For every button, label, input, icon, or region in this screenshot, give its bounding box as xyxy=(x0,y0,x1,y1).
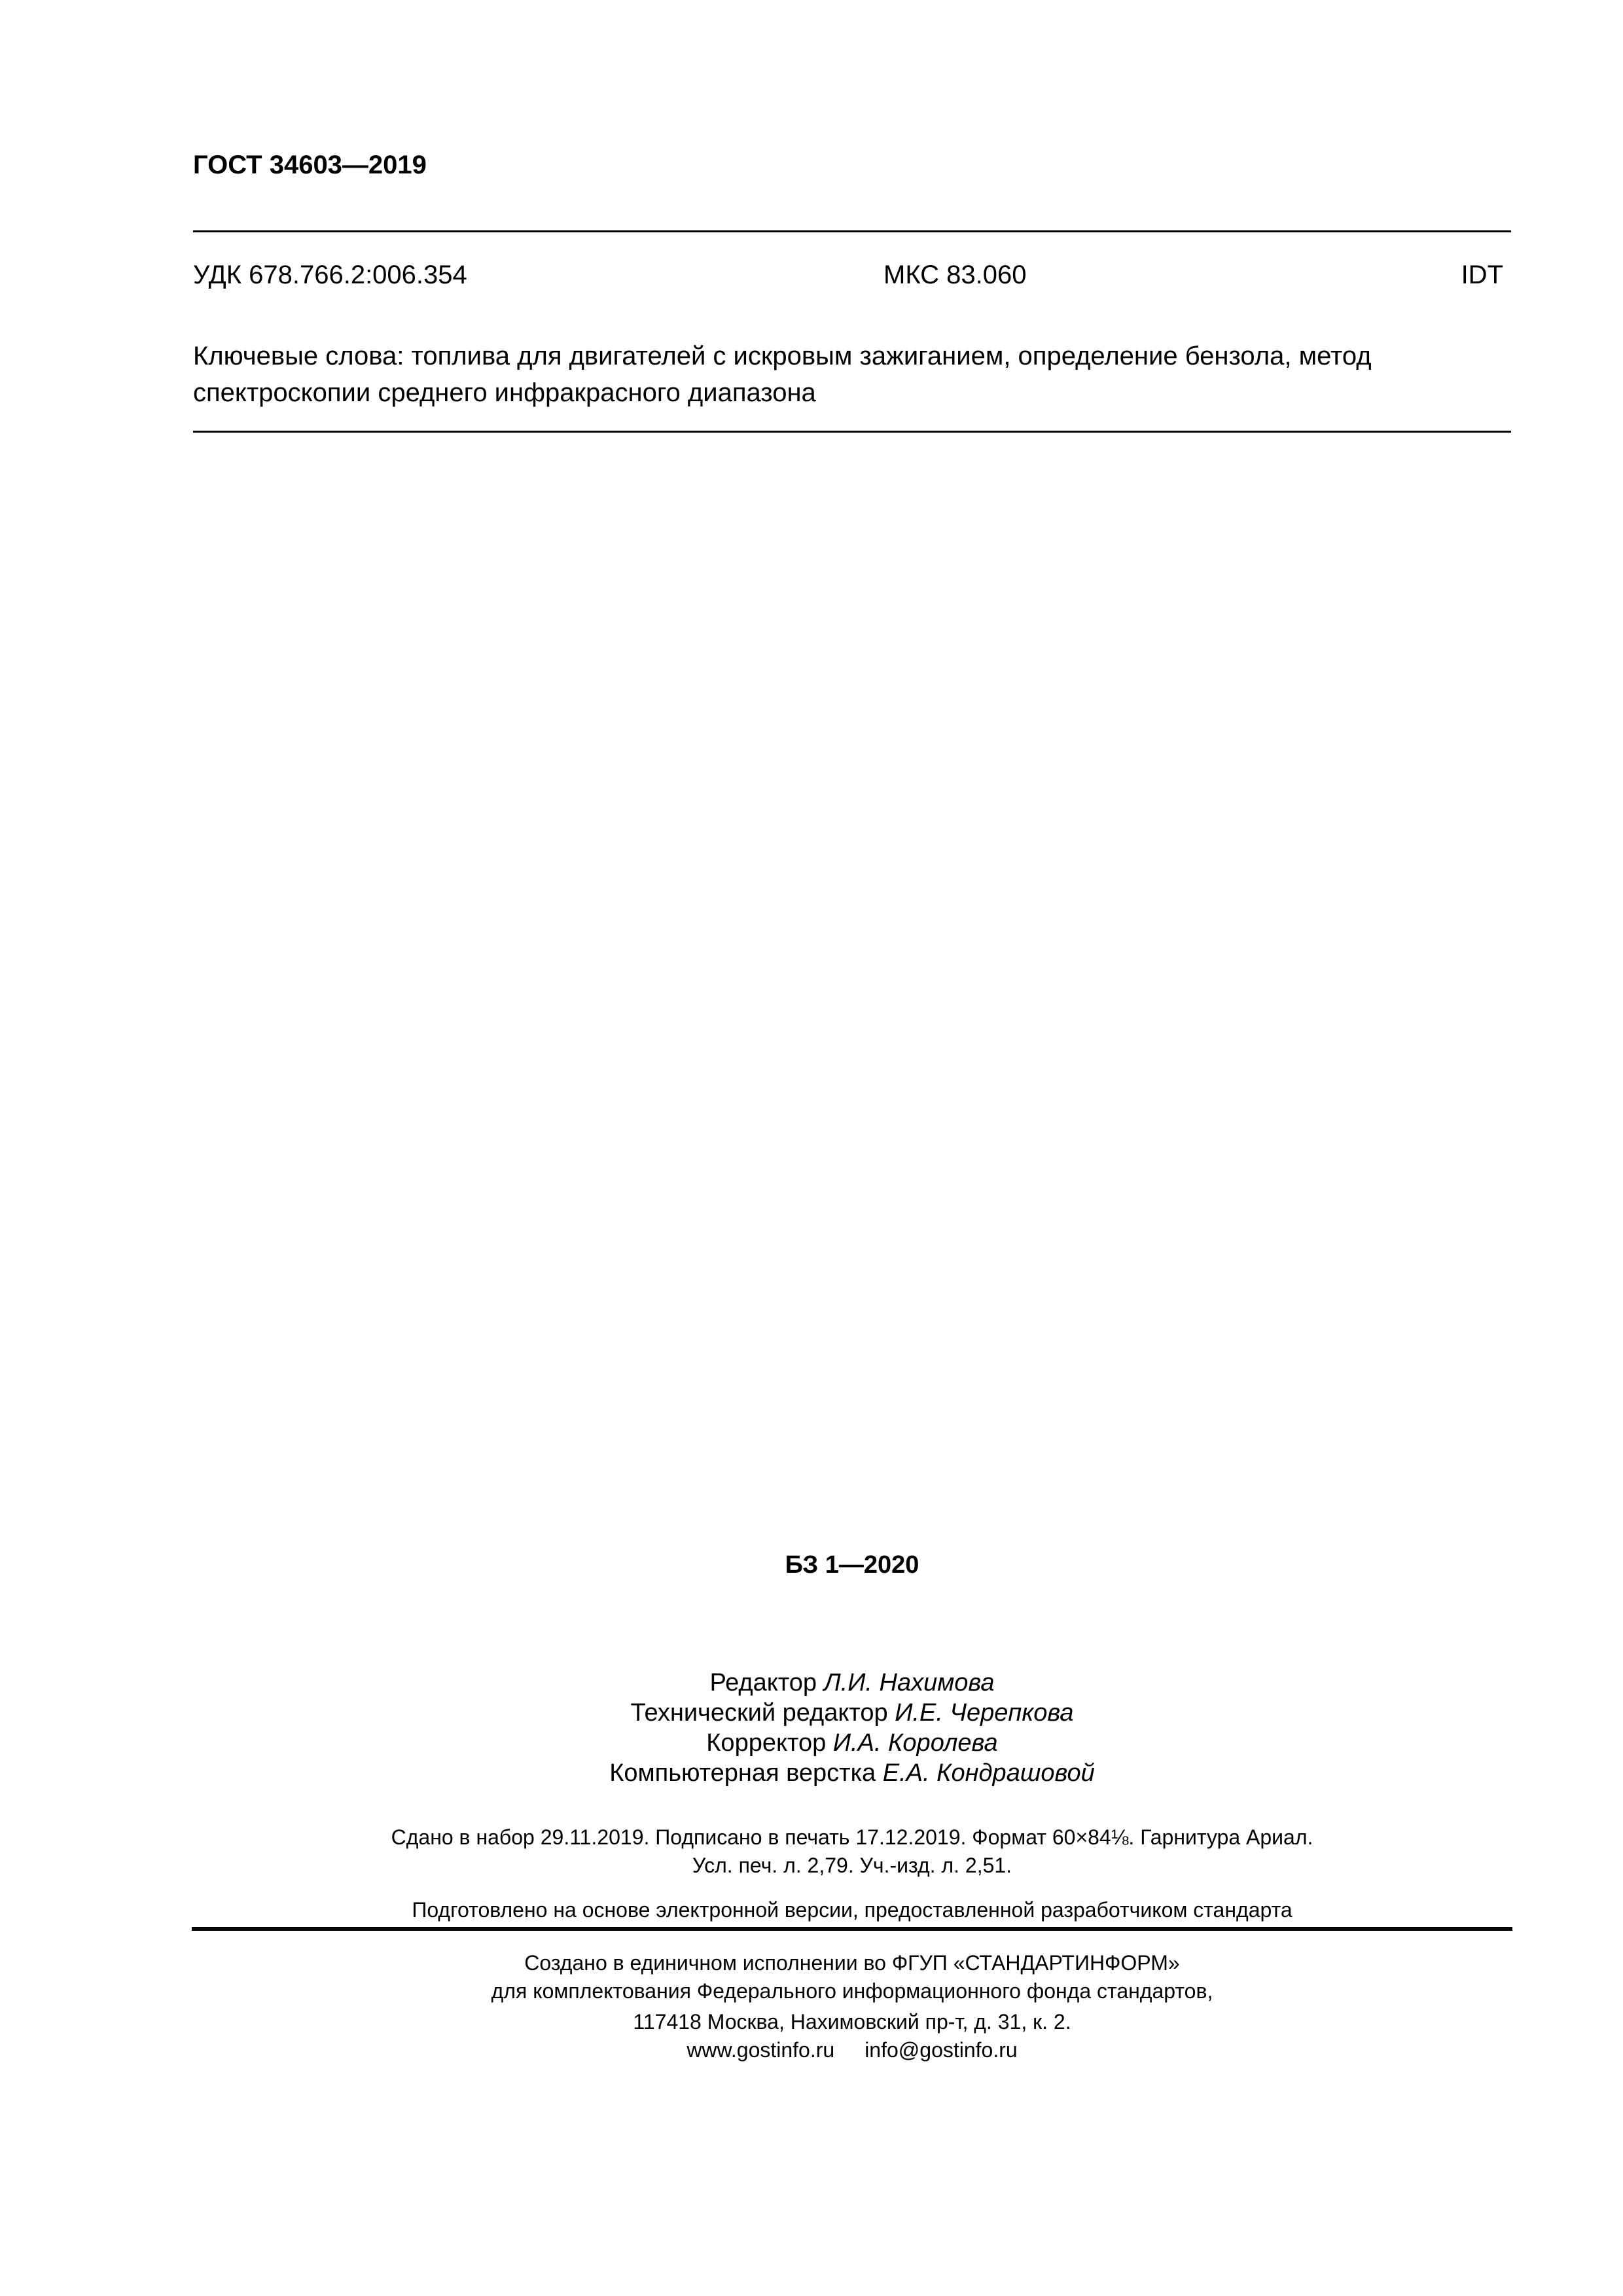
classification-row xyxy=(193,257,1503,293)
credit-layout xyxy=(193,1758,1511,1788)
credit-name: И.Е. Черепкова xyxy=(895,1699,1074,1727)
credits-block xyxy=(193,1668,1511,1788)
print-info-line: Сдано в набор 29.11.2019. Подписано в печать 17.12.2019. Формат 60×84⅛. Гарнитура Ариал. xyxy=(391,1825,1313,1849)
credit-corrector xyxy=(193,1728,1511,1758)
publisher-line: Создано в единичном исполнении во ФГУП «СТАНДАРТИНФОРМ» xyxy=(524,1951,1180,1975)
website-link[interactable]: www.gostinfo.ru xyxy=(687,2038,835,2062)
credit-role: Компьютерная верстка xyxy=(609,1759,876,1787)
credit-name: Л.И. Нахимова xyxy=(823,1669,995,1696)
idt-label: IDT xyxy=(1461,260,1503,289)
address-block xyxy=(193,2008,1511,2064)
mks-code: МКС 83.060 xyxy=(883,260,1027,289)
bz-number: БЗ 1—2020 xyxy=(785,1551,919,1579)
keywords-divider xyxy=(193,431,1511,433)
udk-code: УДК 678.766.2:006.354 xyxy=(193,260,467,289)
print-info xyxy=(193,1823,1511,1880)
publisher-line: для комплектования Федерального информационного фонда стандартов, xyxy=(491,1979,1213,2003)
credit-tech-editor xyxy=(193,1698,1511,1728)
top-divider xyxy=(193,230,1511,232)
document-code: ГОСТ 34603—2019 xyxy=(193,151,427,179)
contacts-line xyxy=(193,2036,1511,2064)
credit-name: И.А. Королева xyxy=(832,1729,998,1757)
email-link[interactable]: info@gostinfo.ru xyxy=(865,2038,1018,2062)
publisher-info xyxy=(193,1949,1511,2005)
credit-role: Редактор xyxy=(709,1669,817,1696)
keywords-text: Ключевые слова: топлива для двигателей с искровым зажиганием, определение бензола, метод спектроскопии среднего инфракрасного диапазона xyxy=(193,342,1372,407)
credit-role: Технический редактор xyxy=(630,1699,888,1727)
postal-address: 117418 Москва, Нахимовский пр-т, д. 31, к. 2. xyxy=(633,2010,1071,2034)
credit-name: Е.А. Кондрашовой xyxy=(882,1759,1095,1787)
bottom-divider xyxy=(192,1927,1512,1931)
prepared-note: Подготовлено на основе электронной версии, предоставленной разработчиком стандарта xyxy=(412,1898,1293,1922)
credit-editor xyxy=(193,1668,1511,1698)
credit-role: Корректор xyxy=(706,1729,827,1757)
print-info-line: Усл. печ. л. 2,79. Уч.-изд. л. 2,51. xyxy=(692,1854,1012,1877)
